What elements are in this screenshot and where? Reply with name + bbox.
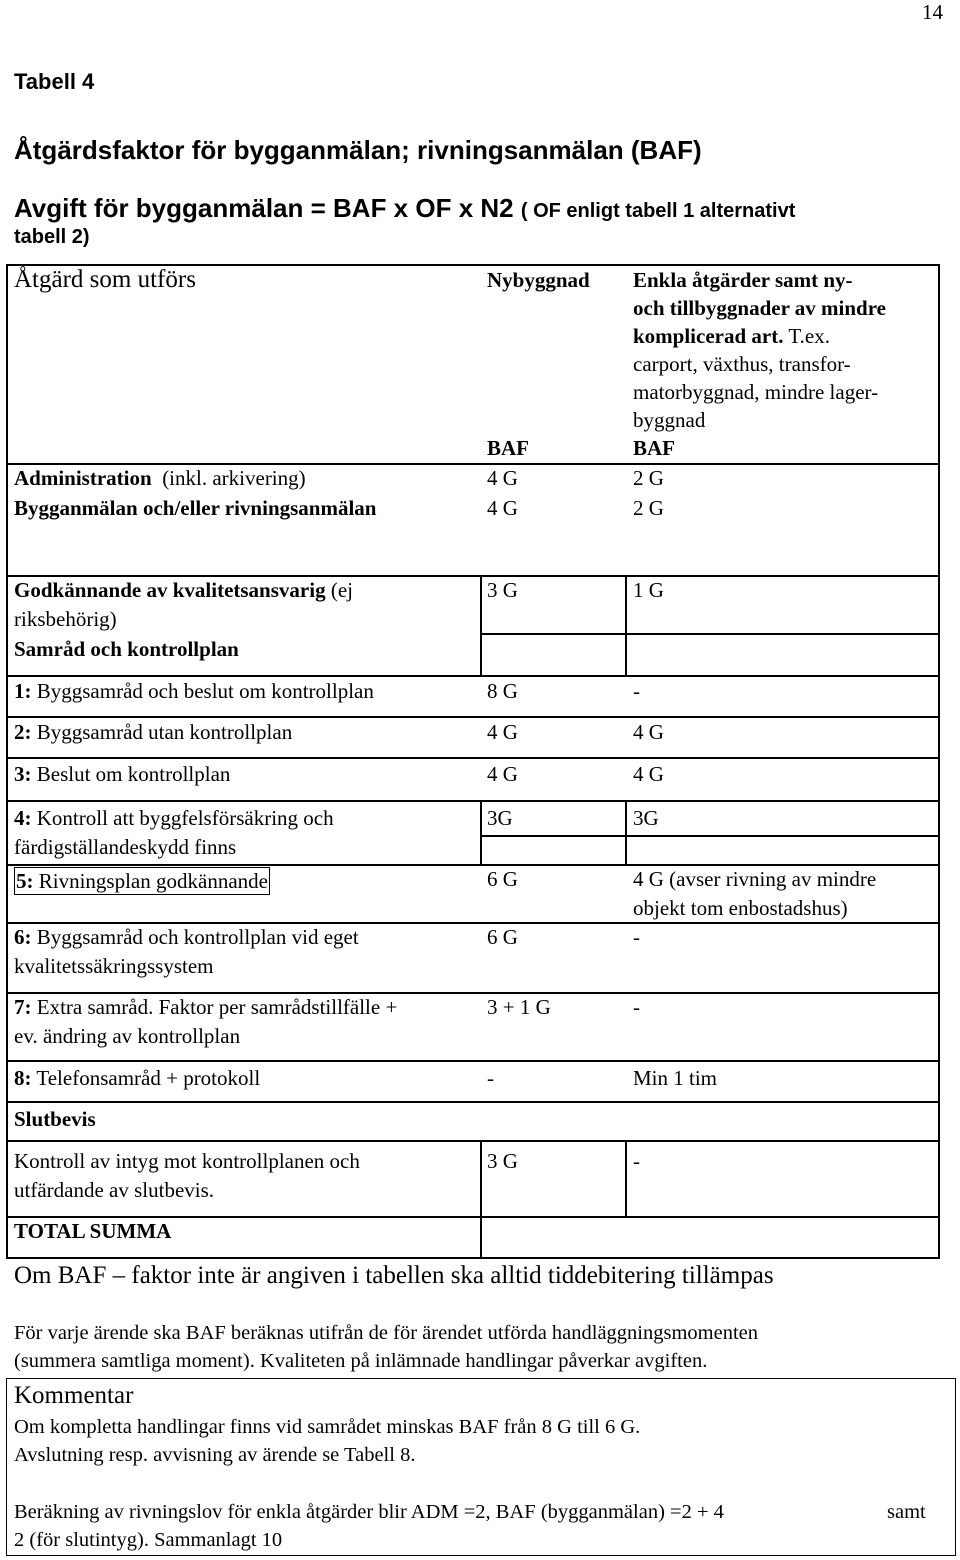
- row-8-nybyggnad: -: [487, 1066, 494, 1090]
- row-4-label-cont: färdigställandeskydd finns: [14, 835, 237, 859]
- formula-text: [14, 193, 795, 224]
- row-6-enkla: -: [633, 925, 640, 949]
- table-label: Tabell 4: [14, 69, 95, 94]
- formula-note: ( OF enligt tabell 1 alternativt: [520, 200, 796, 222]
- godkannande-enkla: 1 G: [633, 578, 664, 602]
- col-unit-nybyggnad: BAF: [487, 436, 529, 460]
- row-2-enkla: 4 G: [633, 720, 664, 744]
- row-3-label: 3: Beslut om kontrollplan: [14, 762, 231, 786]
- row-5-nybyggnad: 6 G: [487, 867, 518, 891]
- col-header-action: Åtgärd som utförs: [14, 266, 196, 293]
- row-1-enkla: -: [633, 679, 640, 703]
- col-unit-enkla: BAF: [633, 436, 675, 460]
- row-5-label: 5: Rivningsplan godkännande: [16, 869, 268, 893]
- row-1-label: 1: Byggsamråd och beslut om kontrollplan: [14, 679, 374, 703]
- formula-note-cont: tabell 2): [14, 226, 90, 248]
- row-7-label-cont: ev. ändring av kontrollplan: [14, 1024, 241, 1048]
- bygganmalan-label: Bygganmälan och/eller rivningsanmälan: [14, 496, 377, 520]
- kommentar-line3-end: samt: [887, 1501, 926, 1523]
- slutbevis-enkla: -: [633, 1149, 640, 1173]
- samrad-heading: Samråd och kontrollplan: [14, 637, 239, 661]
- paragraph-line2: (summera samtliga moment). Kvaliteten på inlämnade handlingar påverkar avgiften.: [14, 1350, 708, 1372]
- row-1-nybyggnad: 8 G: [487, 679, 518, 703]
- kommentar-line1: Om kompletta handlingar finns vid samrådet minskas BAF från 8 G till 6 G.: [14, 1416, 641, 1438]
- row-7-label: 7: Extra samråd. Faktor per samrådstillfälle +: [14, 995, 398, 1019]
- slutbevis-heading: Slutbevis: [14, 1107, 96, 1131]
- footnote: Om BAF – faktor inte är angiven i tabellen ska alltid tiddebitering tillämpas: [14, 1262, 774, 1289]
- godkannande-nybyggnad: 3 G: [487, 578, 518, 602]
- row-2-label: 2: Byggsamråd utan kontrollplan: [14, 720, 293, 744]
- kommentar-line2: Avslutning resp. avvisning av ärende se Tabell 8.: [14, 1444, 416, 1466]
- row-7-nybyggnad: 3 + 1 G: [487, 995, 551, 1019]
- col-header-nybyggnad: Nybyggnad: [487, 268, 590, 292]
- admin-nybyggnad: 4 G: [487, 466, 518, 490]
- paragraph-line1: För varje ärende ska BAF beräknas utifrån de för ärendet utförda handläggningsmomenten: [14, 1322, 759, 1344]
- kommentar-heading: Kommentar: [14, 1382, 134, 1409]
- row-2-nybyggnad: 4 G: [487, 720, 518, 744]
- col-header-example-line3: byggnad: [633, 408, 706, 432]
- row-4-label: 4: Kontroll att byggfelsförsäkring och: [14, 806, 334, 830]
- col-header-example-line2: matorbyggnad, mindre lager-: [633, 380, 879, 404]
- row-5-enkla: 4 G (avser rivning av mindre: [633, 867, 877, 891]
- row-8-enkla: Min 1 tim: [633, 1066, 718, 1090]
- row-8-label: 8: Telefonsamråd + protokoll: [14, 1066, 261, 1090]
- row-7-enkla: -: [633, 995, 640, 1019]
- bygganmalan-enkla: 2 G: [633, 496, 664, 520]
- godkannande-label-cont: riksbehörig): [14, 607, 117, 631]
- row-3-enkla: 4 G: [633, 762, 664, 786]
- page-title: Åtgärdsfaktor för bygganmälan; rivningsanmälan (BAF): [14, 135, 702, 165]
- total-summa: TOTAL SUMMA: [14, 1219, 172, 1243]
- row-6-label-cont: kvalitetssäkringssystem: [14, 954, 214, 978]
- formula-main: Avgift för bygganmälan = BAF x OF x N2: [14, 193, 514, 223]
- row-5-enkla-cont: objekt tom enbostadshus): [633, 896, 848, 920]
- kommentar-line4: 2 (för slutintyg). Sammanlagt 10: [14, 1529, 283, 1551]
- row-4-enkla: 3G: [633, 806, 659, 830]
- col-header-enkla-line2: och tillbyggnader av mindre: [633, 296, 886, 320]
- col-header-example-line1: carport, växthus, transfor-: [633, 352, 851, 376]
- row-6-nybyggnad: 6 G: [487, 925, 518, 949]
- godkannande-label: Godkännande av kvalitetsansvarig (ej: [14, 578, 353, 602]
- admin-label: Administration (inkl. arkivering): [14, 466, 306, 490]
- slutbevis-text: Kontroll av intyg mot kontrollplanen och: [14, 1149, 360, 1173]
- slutbevis-text-cont: utfärdande av slutbevis.: [14, 1178, 215, 1202]
- row-6-label: 6: Byggsamråd och kontrollplan vid eget: [14, 925, 359, 949]
- col-header-enkla-line3: komplicerad art. T.ex.: [633, 324, 830, 348]
- kommentar-line3: Beräkning av rivningslov för enkla åtgärder blir ADM =2, BAF (bygganmälan) =2 + 4: [14, 1501, 724, 1523]
- col-header-enkla-line1: Enkla åtgärder samt ny-: [633, 268, 853, 292]
- row-4-nybyggnad: 3G: [487, 806, 513, 830]
- page-number: 14: [922, 0, 943, 24]
- admin-enkla: 2 G: [633, 466, 664, 490]
- row-3-nybyggnad: 4 G: [487, 762, 518, 786]
- bygganmalan-nybyggnad: 4 G: [487, 496, 518, 520]
- slutbevis-nybyggnad: 3 G: [487, 1149, 518, 1173]
